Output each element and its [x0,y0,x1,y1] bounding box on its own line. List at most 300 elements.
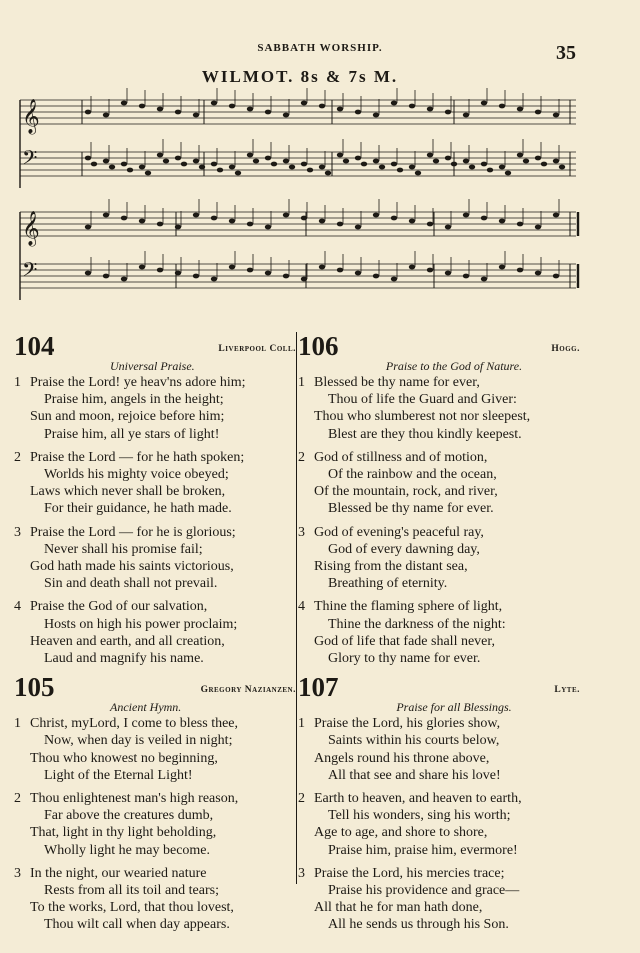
note-head [535,225,541,230]
tune-title: WILMOT. 8s & 7s M. [201,67,399,86]
running-head: SABBATH WORSHIP. [257,42,383,54]
verse-line [14,807,296,824]
note-head [289,165,295,170]
note-head [541,162,547,167]
note-head [463,113,469,118]
note-head [157,268,163,273]
note-head [139,219,145,224]
stanza-number: 4 [298,599,305,615]
verse-text: Breathing of eternity. [328,576,448,592]
note-head [373,159,379,164]
hymn [14,672,296,933]
verse-text: Of the mountain, rock, and river, [314,484,498,500]
note-head [265,271,271,276]
note-head [253,159,259,164]
note-head [445,156,451,161]
note-head [283,113,289,118]
verse-text: Praise him, all ye stars of light! [44,426,220,442]
note-head [499,165,505,170]
note-head [433,159,439,164]
note-head [361,162,367,167]
note-head [409,219,415,224]
verse-text: Blessed be thy name for ever. [328,501,494,517]
verse-line [14,466,296,483]
hymn-subtitle: Universal Praise. [110,359,195,373]
verse-line [298,426,580,443]
verse-text: Thou who slumberest not nor sleepest, [314,409,531,425]
verse-line [14,750,296,767]
hymn-header [14,331,296,361]
note-head [319,219,325,224]
verse-text: Of the rainbow and the ocean, [328,467,497,483]
column-divider [296,332,297,884]
note-head [535,271,541,276]
verse-line [14,824,296,841]
note-head [409,165,415,170]
note-head [319,104,325,109]
verse-line [14,842,296,859]
verse-text: All that he for man hath done, [314,900,483,916]
verse-line [14,882,296,899]
note-head [355,110,361,115]
note-head [157,153,163,158]
hymn-subtitle: Praise for all Blessings. [396,700,512,715]
verse-line [298,408,580,425]
note-head [373,213,379,218]
verse-text: For their guidance, he hath made. [44,501,232,517]
note-head [517,268,523,273]
verse-line [298,732,580,749]
note-head [451,162,457,167]
note-head [283,159,289,164]
note-head [139,165,145,170]
verse-text: Thou wilt call when day appears. [44,917,230,933]
verse-line [298,391,580,408]
bass-clef-icon: 𝄢 [22,258,38,286]
bass-clef-icon: 𝄢 [22,146,38,174]
note-head [85,225,91,230]
verse-text: Hosts on high his power proclaim; [44,616,238,632]
stanza [14,449,296,518]
note-head [397,168,403,173]
note-head [157,222,163,227]
note-head [307,168,313,173]
note-head [505,171,511,176]
left-column [14,331,296,940]
verse-line [14,524,296,541]
note-head [283,274,289,279]
stanza-number: 3 [298,524,305,540]
stanza [14,374,296,443]
right-column [298,331,580,940]
note-head [553,113,559,118]
verse-line [14,558,296,575]
note-head [481,216,487,221]
note-head [109,165,115,170]
stanza-number: 2 [298,791,305,807]
page-number: 35 [556,42,576,64]
verse-line [298,899,580,916]
verse-line [298,483,580,500]
note-head [337,107,343,112]
hymn-header [298,331,580,361]
stanza [298,374,580,443]
verse-text: Blessed be thy name for ever, [314,375,480,390]
verse-text: All he sends us through his Son. [328,917,509,933]
note-head [193,274,199,279]
verse-text: Light of the Eternal Light! [44,767,193,783]
verse-line [298,449,580,466]
note-head [85,110,91,115]
hymn-subtitle: Ancient Hymn. [110,700,182,715]
verse-text: Praise the Lord, his mercies trace; [314,865,505,881]
verse-line [298,865,580,882]
note-head [199,165,205,170]
verse-text: Praise the Lord — for he is glorious; [30,524,236,540]
verse-text: God hath made his saints victorious, [30,559,234,575]
stanza-number: 1 [14,716,21,732]
note-head [337,153,343,158]
note-head [211,216,217,221]
verse-line [298,916,580,933]
note-head [409,104,415,109]
verse-text: Praise him, angels in the height; [44,392,224,408]
note-head [121,216,127,221]
hymn-number: 104 [14,331,55,361]
verse-line [14,426,296,443]
note-head [175,271,181,276]
hymn-author: Liverpool Coll. [218,344,296,354]
note-head [211,101,217,106]
verse-line [14,575,296,592]
note-head [193,213,199,218]
note-head [379,165,385,170]
note-head [391,277,397,282]
verse-text: Saints within his courts below, [328,733,500,749]
note-head [373,113,379,118]
stanza-number: 2 [298,449,305,465]
stanza [14,865,296,934]
verse-text: Rests from all its toil and tears; [44,883,219,899]
verse-line [14,541,296,558]
note-head [193,113,199,118]
note-head [229,165,235,170]
verse-text: Wholly light he may become. [44,842,211,858]
note-head [337,268,343,273]
stanza [14,790,296,859]
note-head [553,274,559,279]
verse-text: Praise the God of our salvation, [30,599,208,615]
verse-text: Praise the Lord, his glories show, [314,716,501,732]
verse-line [14,715,296,732]
note-head [301,216,307,221]
note-head [301,277,307,282]
verse-text: Praise his providence and grace— [328,883,520,899]
note-head [553,159,559,164]
note-head [355,271,361,276]
verse-text: Tell his wonders, sing his worth; [328,808,511,824]
note-head [391,216,397,221]
note-head [157,107,163,112]
verse-line [298,790,580,807]
verse-text: In the night, our wearied nature [30,865,207,881]
note-head [265,225,271,230]
note-head [517,107,523,112]
note-head [121,101,127,106]
verse-text: Laws which never shall be broken, [30,484,226,500]
note-head [247,153,253,158]
verse-text: Far above the creatures dumb, [44,808,214,824]
note-head [229,219,235,224]
stanza [14,598,296,667]
verse-line [298,524,580,541]
hymn-author: Gregory Nazianzen. [200,685,296,696]
note-head [139,104,145,109]
note-head [427,268,433,273]
note-head [211,277,217,282]
note-head [355,225,361,230]
treble-clef-icon: 𝄞 [22,99,40,134]
note-head [481,277,487,282]
verse-line [14,616,296,633]
stanza-number: 1 [14,375,21,390]
stanza [14,524,296,593]
note-head [481,101,487,106]
stanza [298,598,580,667]
note-head [301,101,307,106]
verse-line [14,391,296,408]
note-head [247,222,253,227]
note-head [373,274,379,279]
note-head [85,156,91,161]
verse-line [298,650,580,667]
stanza [14,715,296,784]
note-head [103,213,109,218]
music-score [14,88,584,318]
note-head [85,271,91,276]
verse-text: Thou of life the Guard and Giver: [328,392,517,408]
verse-text: Praise the Lord — for he hath spoken; [30,449,245,465]
verse-line [298,616,580,633]
note-head [427,107,433,112]
verse-line [298,575,580,592]
verse-line [298,500,580,517]
note-head [145,171,151,176]
note-head [535,110,541,115]
verse-line [14,374,296,391]
note-head [265,156,271,161]
note-head [175,110,181,115]
note-head [499,219,505,224]
note-head [271,162,277,167]
note-head [103,113,109,118]
verse-text: God of every dawning day, [328,541,480,557]
verse-text: Thine the flaming sphere of light, [314,599,503,615]
verse-text: Praise him, praise him, evermore! [328,842,518,858]
verse-line [14,865,296,882]
note-head [181,162,187,167]
stanza [298,790,580,859]
verse-text: Thou who knowest no beginning, [30,750,218,766]
note-head [463,159,469,164]
hymn [298,672,580,933]
hymn-number: 105 [14,672,55,703]
verse-text: Heaven and earth, and all creation, [30,633,225,649]
verse-line [14,598,296,615]
note-head [517,222,523,227]
verse-line [14,500,296,517]
verse-line [298,750,580,767]
note-head [235,171,241,176]
verse-line [14,483,296,500]
note-head [211,162,217,167]
note-head [91,162,97,167]
note-head [391,101,397,106]
verse-line [298,807,580,824]
note-head [445,110,451,115]
note-head [355,156,361,161]
stanza-number: 1 [298,375,305,390]
note-head [499,265,505,270]
verse-line [14,732,296,749]
stanza-number: 2 [14,791,21,807]
note-head [163,159,169,164]
note-head [301,162,307,167]
note-head [127,168,133,173]
note-head [463,274,469,279]
verse-text: Now, when day is veiled in night; [44,733,233,749]
note-head [445,225,451,230]
verse-line [298,715,580,732]
verse-text: Worlds his mighty voice obeyed; [44,467,229,483]
stanza [298,865,580,934]
note-head [265,110,271,115]
note-head [229,265,235,270]
note-head [535,156,541,161]
note-head [121,162,127,167]
verse-line [298,598,580,615]
verse-text: Angels round his throne above, [314,750,490,766]
verse-text: Christ, myLord, I come to bless thee, [30,716,239,732]
note-head [175,225,181,230]
note-head [391,162,397,167]
verse-text: Sun and moon, rejoice before him; [30,409,225,425]
stanza [298,715,580,784]
note-head [283,213,289,218]
stanza-number: 2 [14,449,21,465]
note-head [427,153,433,158]
verse-line [14,633,296,650]
note-head [193,159,199,164]
verse-text: Rising from the distant sea, [314,559,468,575]
verse-line [298,466,580,483]
hymn [14,331,296,675]
stanza-number: 3 [14,524,21,540]
verse-line [14,916,296,933]
verse-text: Age to age, and shore to shore, [314,825,488,841]
verse-line [14,650,296,667]
hymn-header [14,672,296,703]
stanza-number: 3 [298,865,305,881]
stanza-number: 4 [14,599,21,615]
verse-text: Blest are they thou kindly keepest. [328,426,522,442]
verse-text: God of evening's peaceful ray, [314,524,484,540]
hymn [298,331,580,675]
note-head [523,159,529,164]
note-head [319,165,325,170]
note-head [103,159,109,164]
verse-line [298,767,580,784]
stanza-number: 1 [298,716,305,732]
verse-line [298,842,580,859]
stanza-number: 3 [14,865,21,881]
stanza [298,449,580,518]
note-head [247,268,253,273]
verse-text: Thine the darkness of the night: [328,616,506,632]
note-head [343,159,349,164]
verse-line [298,824,580,841]
verse-text: Thou enlightenest man's high reason, [30,791,239,807]
verse-text: Never shall his promise fail; [44,541,203,557]
verse-line [298,633,580,650]
verse-line [298,558,580,575]
hymn-subtitle: Praise to the God of Nature. [385,359,523,373]
verse-line [14,449,296,466]
note-head [217,168,223,173]
verse-text: All that see and share his love! [328,767,501,783]
verse-text: God of stillness and of motion, [314,449,488,465]
verse-line [14,899,296,916]
note-head [559,165,565,170]
verse-text: To the works, Lord, that thou lovest, [30,900,234,916]
note-head [445,271,451,276]
note-head [103,274,109,279]
note-head [481,162,487,167]
treble-clef-icon: 𝄞 [22,211,40,246]
note-head [337,222,343,227]
note-head [325,171,331,176]
note-head [469,165,475,170]
note-head [499,104,505,109]
stanza [298,524,580,593]
verse-text: Glory to thy name for ever. [328,651,481,667]
note-head [409,265,415,270]
hymn-number: 106 [298,331,339,361]
verse-text: Sin and death shall not prevail. [44,576,218,592]
note-head [463,213,469,218]
verse-text: God of life that fade shall never, [314,633,495,649]
note-head [517,153,523,158]
note-head [553,213,559,218]
note-head [319,265,325,270]
note-head [487,168,493,173]
hymn-author: Lyte. [554,685,580,696]
note-head [415,171,421,176]
hymn-number: 107 [298,672,339,703]
note-head [121,277,127,282]
verse-text: Praise the Lord! ye heav'ns adore him; [30,375,246,390]
note-head [139,265,145,270]
hymn-header [298,672,580,703]
verse-line [298,374,580,391]
verse-text: That, light in thy light beholding, [30,825,217,841]
verse-line [14,767,296,784]
verse-line [298,882,580,899]
note-head [427,222,433,227]
verse-line [298,541,580,558]
note-head [175,156,181,161]
verse-text: Laud and magnify his name. [44,651,204,667]
